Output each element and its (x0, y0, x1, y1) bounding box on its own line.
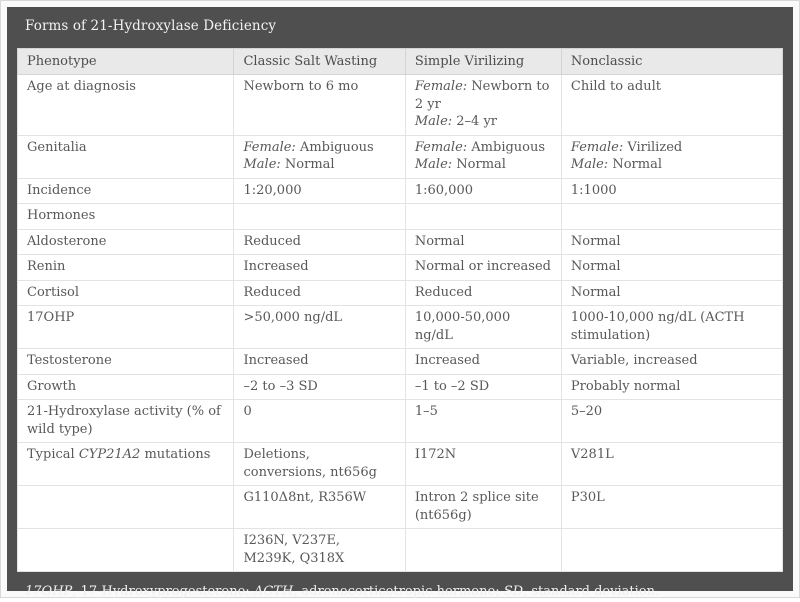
text: 1–5 (414, 404, 438, 419)
row-label-cell (18, 374, 234, 400)
table-cell (405, 306, 561, 349)
italic-text: Female: (414, 79, 468, 94)
row-label-cell (18, 255, 234, 281)
text: Deletions, conversions, nt656g (243, 447, 377, 480)
table-cell (561, 280, 782, 306)
table-cell (405, 443, 561, 486)
text: Normal (414, 233, 465, 249)
text: , standard deviation. (523, 584, 660, 599)
table-cell (561, 75, 782, 136)
table-cell (405, 349, 561, 375)
text: Age at diagnosis (27, 79, 136, 94)
row-label-cell (18, 529, 234, 572)
table-card (7, 7, 793, 599)
text: Newborn to 6 mo (243, 79, 359, 94)
table-cell (234, 255, 405, 281)
text: Variable, increased (570, 353, 698, 368)
text: Genitalia (27, 139, 87, 155)
text: 1000-10,000 ng/dL (ACTH stimulation) (570, 310, 745, 343)
table-cell (561, 400, 782, 443)
row-label-cell (18, 178, 234, 204)
text: Reduced (243, 233, 301, 249)
text: Normal (570, 284, 621, 300)
italic-text: Female: (570, 139, 624, 155)
text: Normal (570, 259, 621, 274)
text: , 17-Hydroxyprogesterone; (72, 584, 254, 599)
table-cell (405, 255, 561, 281)
table-cell (234, 349, 405, 375)
table-cell (405, 204, 561, 230)
table-cell (561, 486, 782, 529)
text: Reduced (243, 284, 301, 300)
row-label-cell (18, 204, 234, 230)
table-cell (561, 178, 782, 204)
table-cell (405, 75, 561, 136)
italic-text: SD (503, 584, 524, 599)
table-cell (234, 529, 405, 572)
table-body (18, 75, 783, 572)
table-cell (405, 178, 561, 204)
table-cell (405, 529, 561, 572)
table-cell (405, 280, 561, 306)
table-cell (234, 178, 405, 204)
text: Normal (452, 157, 506, 172)
text: mutations (140, 447, 211, 462)
text: Ambiguous (295, 139, 374, 155)
table-cell (561, 135, 782, 178)
italic-text: Male: (414, 157, 453, 172)
row-label-cell (18, 486, 234, 529)
table-row (18, 75, 783, 136)
text: I172N (414, 447, 457, 462)
column-header: Phenotype (18, 49, 234, 75)
table-cell (234, 75, 405, 136)
text: Renin (27, 259, 66, 274)
table-cell (234, 280, 405, 306)
table-row (18, 229, 783, 255)
table-cell (561, 255, 782, 281)
table-row (18, 204, 783, 230)
italic-text: Male: (414, 114, 453, 129)
table-row (18, 135, 783, 178)
table-cell (234, 400, 405, 443)
row-label-cell (18, 306, 234, 349)
text: V281L (570, 447, 614, 462)
row-label-cell (18, 229, 234, 255)
italic-text: 17OHP (25, 584, 73, 599)
column-header: Nonclassic (561, 49, 782, 75)
table-cell (234, 306, 405, 349)
text: 10,000-50,000 ng/dL (414, 310, 511, 343)
table-row (18, 255, 783, 281)
text: Intron 2 splice site (nt656g) (414, 490, 539, 523)
table-cell (234, 204, 405, 230)
column-header: Simple Virilizing (405, 49, 561, 75)
text: I236N, V237E, M239K, Q318X (243, 533, 345, 566)
header-row (18, 49, 783, 75)
column-header: Classic Salt Wasting (234, 49, 405, 75)
italic-text: Female: (243, 139, 296, 155)
row-label-cell (18, 280, 234, 306)
text: 5–20 (570, 404, 603, 419)
row-label-cell (18, 349, 234, 375)
text: , adrenocorticotropic hormone; (293, 584, 504, 599)
text: >50,000 ng/dL (243, 310, 343, 325)
row-label-cell (18, 135, 234, 178)
text: 1:20,000 (243, 182, 302, 198)
table-row (18, 178, 783, 204)
table-cell (561, 529, 782, 572)
table-header (18, 49, 783, 75)
text: 1:1000 (570, 182, 617, 198)
text: –2 to –3 SD (243, 378, 318, 394)
row-label-cell (18, 75, 234, 136)
text: Cortisol (27, 284, 80, 300)
table-cell (234, 229, 405, 255)
text: –1 to –2 SD (414, 378, 490, 394)
table-cell (234, 486, 405, 529)
italic-text: Female: (414, 139, 468, 155)
italic-text: Male: (243, 157, 281, 172)
text: Normal or increased (414, 259, 551, 274)
table-cell (234, 374, 405, 400)
text: Increased (243, 259, 309, 274)
text: Increased (243, 353, 309, 368)
table-cell (405, 486, 561, 529)
table-cell (405, 229, 561, 255)
table-cell (561, 204, 782, 230)
table-row (18, 400, 783, 443)
table-cell (234, 135, 405, 178)
table-cell (405, 135, 561, 178)
text: Ambiguous (467, 139, 546, 155)
text: Normal (280, 157, 335, 172)
table-row (18, 443, 783, 486)
text: Aldosterone (27, 233, 107, 249)
table-row (18, 486, 783, 529)
text: Hormones (27, 208, 96, 223)
text: Reduced (414, 284, 473, 300)
text: Normal (608, 157, 662, 172)
text: P30L (570, 490, 605, 505)
footnote (17, 572, 783, 602)
text: Normal (570, 233, 621, 249)
table-row (18, 529, 783, 572)
italic-text: Male: (570, 157, 609, 172)
text: Virilized (623, 139, 683, 155)
text: 1:60,000 (414, 182, 473, 198)
table-cell (561, 306, 782, 349)
table-title: Forms of 21-Hydroxylase Deficiency (25, 18, 277, 34)
row-label-cell (18, 400, 234, 443)
text: 0 (243, 404, 252, 419)
table-cell (405, 400, 561, 443)
table-row (18, 374, 783, 400)
table-cell (561, 374, 782, 400)
row-label-cell (18, 443, 234, 486)
table-row (18, 349, 783, 375)
italic-text: CYP21A2 (78, 447, 141, 462)
text: Child to adult (570, 79, 661, 94)
table-row (18, 280, 783, 306)
text: Newborn to 2 yr (414, 79, 550, 112)
text: 17OHP (27, 310, 75, 325)
text: Probably normal (570, 378, 681, 394)
deficiency-forms-table (17, 48, 783, 572)
table-cell (561, 229, 782, 255)
text: Incidence (27, 182, 92, 198)
text: 2–4 yr (452, 114, 498, 129)
table-cell (561, 349, 782, 375)
text: Increased (414, 353, 480, 368)
text: Growth (27, 378, 77, 394)
text: Typical (27, 447, 79, 462)
text: Testosterone (27, 353, 112, 368)
table-cell (234, 443, 405, 486)
table-cell (405, 374, 561, 400)
text: 21-Hydroxylase activity (% of wild type) (27, 404, 221, 437)
table-row (18, 306, 783, 349)
text: G110Δ8nt, R356W (243, 490, 367, 505)
italic-text: ACTH (253, 584, 294, 599)
table-cell (561, 443, 782, 486)
